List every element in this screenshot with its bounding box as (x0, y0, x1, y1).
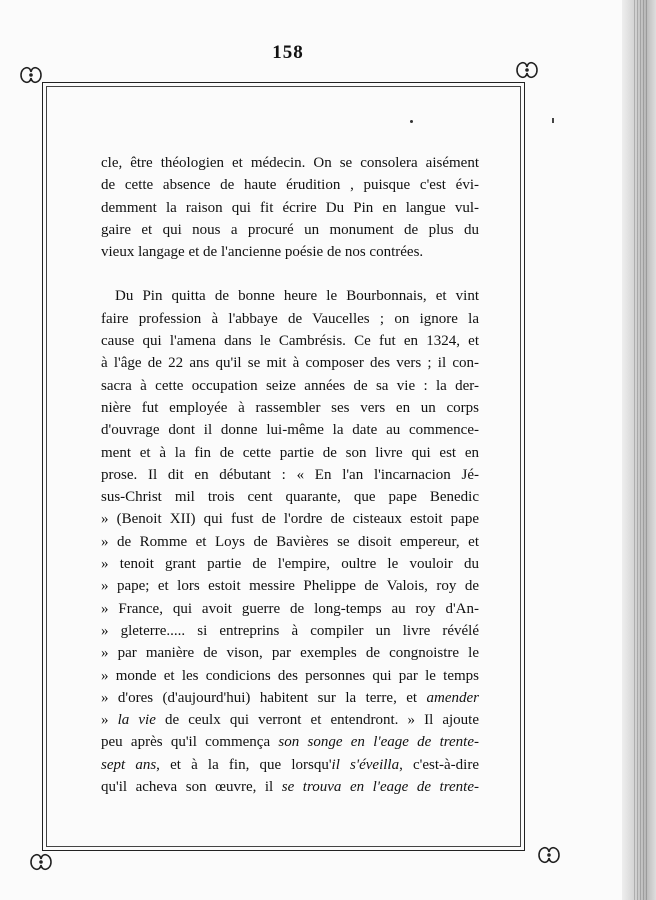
text-line: prose. Il dit en débutant : « En l'an l'incarnacion Jé- (101, 466, 479, 483)
text-italic: son songe en l'eage de trente- (278, 734, 480, 751)
text-line: demment la raison qui fit écrire Du Pin en langue vul- (101, 199, 479, 216)
text-italic: sept ans (101, 756, 157, 773)
text-segment: , et à la fin, que lorsqu' (156, 756, 332, 773)
fleuron-ornament-icon (28, 849, 54, 875)
text-segment: » d'ores (d'aujourd'hui) habitent sur la terre, et (101, 689, 418, 706)
fleuron-ornament-icon (18, 62, 44, 88)
body-text (101, 152, 479, 798)
fleuron-ornament-icon (536, 842, 562, 868)
text-line: gaire et qui nous a procuré un monument de plus du (101, 221, 479, 238)
text-segment: , c'est-à-dire (399, 756, 479, 773)
text-italic: se trouva en l'eage de trente- (281, 779, 479, 796)
text-line: de cette absence de haute érudition , puisque c'est évi- (101, 177, 479, 194)
text-segment: peu après qu'il commença (101, 734, 279, 751)
text-line (101, 687, 479, 709)
text-italic: amender (426, 689, 480, 706)
text-line: sacra à cette occupation seize années de sa vie : la der- (101, 377, 479, 394)
text-line: » France, qui avoit guerre de long-temps au roy d'An- (101, 600, 479, 617)
text-line: Du Pin quitta de bonne heure le Bourbonnais, et vint (115, 288, 479, 305)
text-line: d'ouvrage dont il donne lui-même la date au commence- (101, 422, 479, 439)
text-segment: qu'il acheva son œuvre, il (101, 779, 282, 796)
text-segment: de ceulx qui verront et entendront. » Il ajoute (155, 712, 479, 729)
print-speck (410, 120, 413, 123)
print-speck (552, 118, 554, 123)
text-line: nière fut employée à rassembler ses vers en un corps (101, 399, 479, 416)
text-line: ment et à la fin de cette partie de son livre qui est en (101, 444, 479, 461)
text-line (101, 754, 479, 776)
text-line: » tenoit grant partie de l'empire, oultre le vouloir du (101, 556, 479, 573)
text-line: vieux langage et de l'ancienne poésie de nos contrées. (101, 244, 424, 261)
text-line: » de Romme et Loys de Bavières se disoit empereur, et (101, 533, 479, 550)
text-line: cause qui l'amena dans le Cambrésis. Ce fut en 1324, et (101, 333, 479, 350)
text-line (101, 731, 479, 753)
book-spine-shadow (622, 0, 656, 900)
text-line: » pape; et lors estoit messire Phelippe de Valois, roy de (101, 578, 479, 595)
text-italic: la vie (117, 712, 156, 729)
text-line: » la vie de ceulx qui verront et entendront. » Il ajoute (101, 712, 479, 729)
text-line: » (Benoit XII) qui fust de l'ordre de cisteaux estoit pape (101, 511, 479, 528)
text-italic: il s'éveilla (331, 756, 400, 773)
text-line: cle, être théologien et médecin. On se consolera aisément (101, 155, 479, 171)
text-line: sus-Christ mil trois cent quarante, que pape Benedic (101, 489, 479, 506)
text-line: à l'âge de 22 ans qu'il se mit à composer des vers ; il con- (101, 355, 479, 372)
text-line (101, 776, 479, 798)
text-line: » par manière de vison, par exemples de congnoistre le (101, 645, 479, 662)
page-number: 158 (272, 42, 304, 63)
text-line: » monde et les condicions des personnes qui par le temps (101, 667, 479, 684)
text-line: » gleterre..... si entreprins à compiler un livre révélé (101, 622, 479, 639)
text-line: faire profession à l'abbaye de Vaucelles ; on ignore la (101, 310, 479, 327)
fleuron-ornament-icon (514, 57, 540, 83)
